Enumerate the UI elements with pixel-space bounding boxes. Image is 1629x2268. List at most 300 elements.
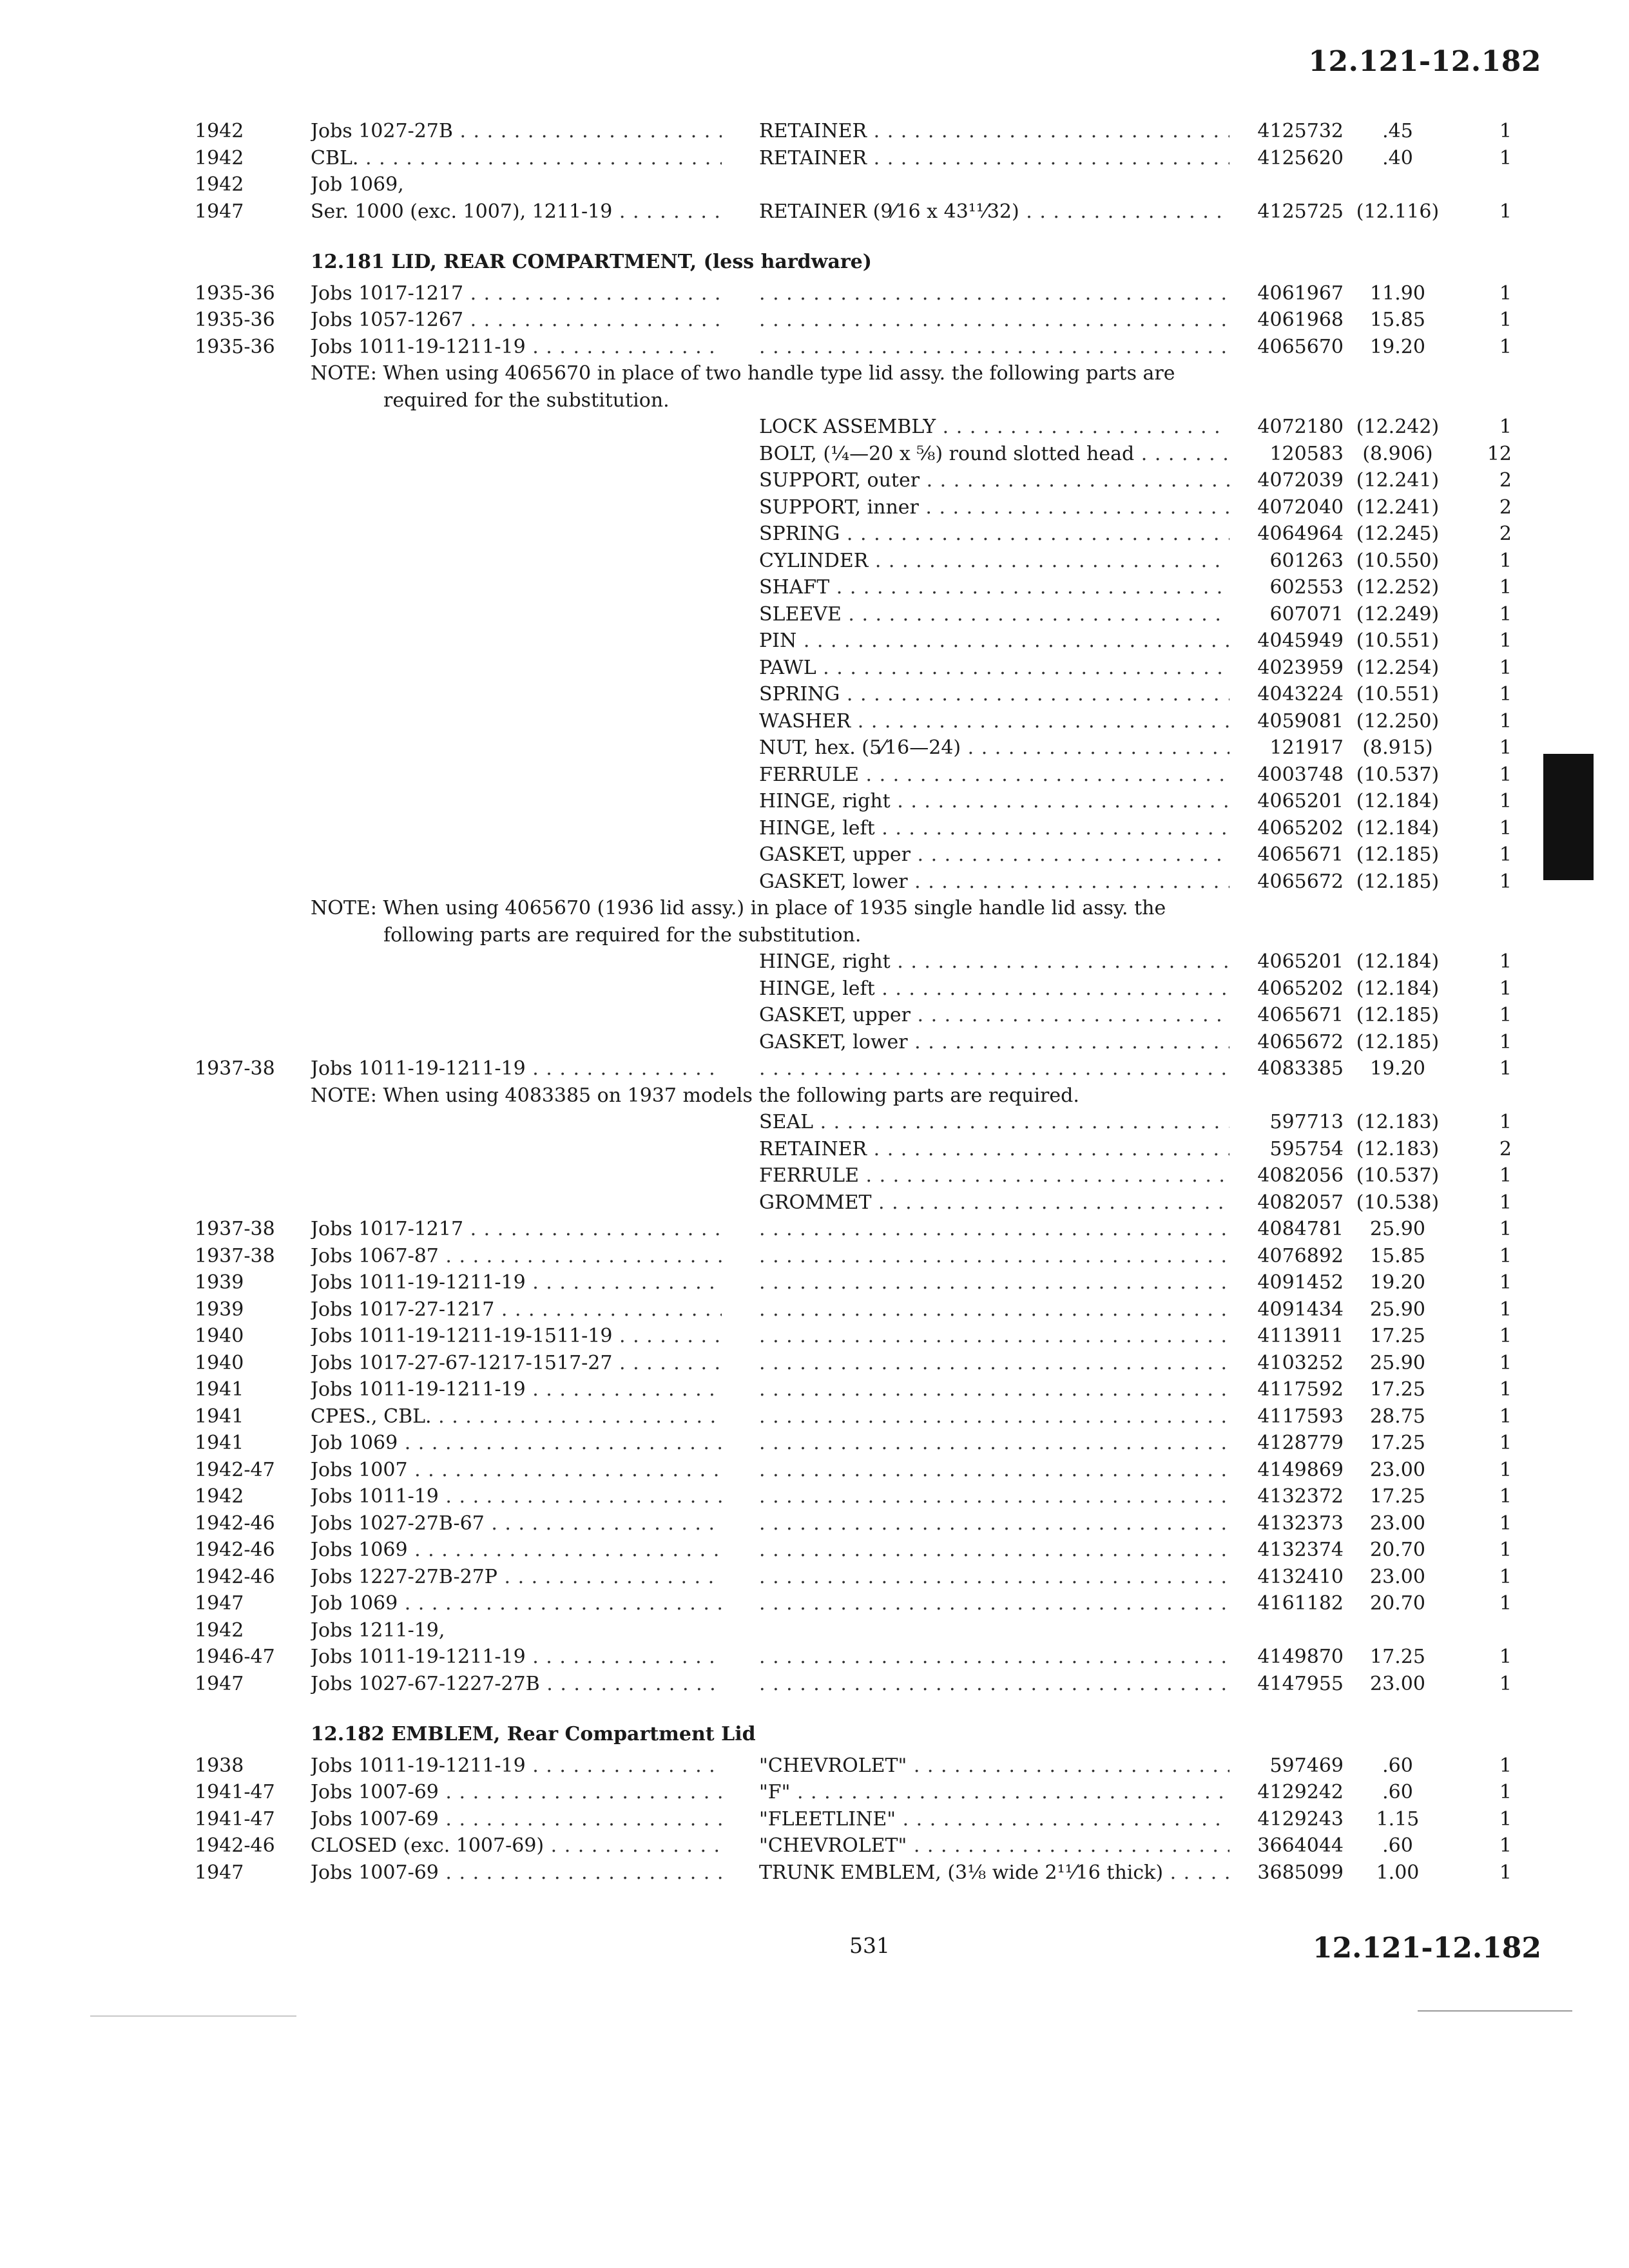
part-name-text: "CHEVROLET" (759, 1754, 907, 1777)
price-text: .40 (1382, 146, 1413, 169)
model-year-text: 1942-46 (195, 1539, 275, 1561)
part-number-text: 3664044 (1257, 1834, 1344, 1857)
quantity-text: 1 (1499, 335, 1512, 358)
quantity-text: 1 (1499, 1218, 1512, 1240)
part-number (1231, 467, 1344, 494)
part-number-text: 4113911 (1257, 1325, 1344, 1347)
quantity (1467, 118, 1512, 145)
note-line: NOTE: When using 4083385 on 1937 models the following parts are required. (311, 1084, 1079, 1107)
price-text: (12.254) (1356, 656, 1440, 679)
model-year-text: 1942-47 (195, 1458, 275, 1481)
job-description-text: Job 1069 (311, 1592, 398, 1615)
job-description (311, 1403, 722, 1430)
price-text: 23.00 (1370, 1565, 1425, 1588)
table-row (0, 735, 1629, 762)
part-number-text: 4147955 (1257, 1672, 1344, 1695)
job-description-text: Jobs 1011-19-1211-19-1511-19 (311, 1325, 613, 1347)
part-number (1231, 280, 1344, 307)
price-text: (12.184) (1356, 977, 1440, 1000)
table-row (0, 1644, 1629, 1671)
model-year-text: 1935-36 (195, 282, 275, 305)
price-text: 15.85 (1370, 1244, 1425, 1267)
part-name (759, 198, 1229, 226)
part-number-text: 4082057 (1257, 1191, 1344, 1214)
part-number-text: 4065671 (1257, 843, 1344, 866)
part-number-text: 595754 (1269, 1137, 1344, 1160)
model-year-text: 1939 (195, 1271, 244, 1294)
quantity-text: 1 (1499, 1378, 1512, 1401)
job-description (311, 171, 722, 198)
part-number-text: 4065670 (1257, 335, 1344, 358)
part-number (1231, 655, 1344, 682)
model-year (195, 1510, 304, 1537)
quantity (1467, 1644, 1512, 1671)
part-name (759, 841, 1229, 869)
price (1349, 414, 1446, 441)
price (1349, 1109, 1446, 1136)
table-row (0, 762, 1629, 789)
part-number (1231, 1002, 1344, 1029)
price (1349, 681, 1446, 708)
price (1349, 1671, 1446, 1698)
part-number-text: 4117593 (1257, 1405, 1344, 1428)
price (1349, 1483, 1446, 1510)
part-number-text: 4149870 (1257, 1646, 1344, 1668)
job-description (311, 1537, 722, 1564)
price-text: (12.249) (1356, 602, 1440, 626)
model-year (195, 307, 304, 334)
part-name-text: NUT, hex. (5⁄16—24) (759, 736, 961, 759)
part-number-text: 4149869 (1257, 1458, 1344, 1481)
price-text: 15.85 (1370, 309, 1425, 331)
quantity-text: 1 (1499, 120, 1512, 142)
price (1349, 1753, 1446, 1780)
model-year (195, 1564, 304, 1591)
part-number (1231, 1109, 1344, 1136)
price-text: 25.90 (1370, 1218, 1425, 1240)
part-name-text: LOCK ASSEMBLY (759, 416, 936, 438)
table-row (0, 681, 1629, 708)
part-number-text: 4091434 (1257, 1298, 1344, 1321)
part-number (1231, 628, 1344, 655)
price-text: (12.241) (1356, 469, 1440, 492)
part-number-text: 4125620 (1257, 146, 1344, 169)
job-description-text: CPES., CBL. (311, 1405, 432, 1428)
part-name-text: GASKET, upper (759, 1004, 911, 1026)
part-name (759, 1644, 1229, 1671)
table-row (0, 118, 1629, 145)
job-description-text: Jobs 1011-19-1211-19 (311, 1271, 526, 1294)
part-number (1231, 841, 1344, 869)
part-number (1231, 869, 1344, 896)
table-row (0, 334, 1629, 361)
quantity (1467, 601, 1512, 628)
part-name (759, 1806, 1229, 1833)
part-name (759, 975, 1229, 1003)
part-name (759, 628, 1229, 655)
quantity-text: 1 (1499, 950, 1512, 973)
part-name (759, 1590, 1229, 1617)
price (1349, 1564, 1446, 1591)
quantity-text: 1 (1499, 1432, 1512, 1454)
job-description-text: CBL. (311, 146, 359, 169)
table-row (0, 1832, 1629, 1860)
quantity-text: 1 (1499, 416, 1512, 438)
price (1349, 1403, 1446, 1430)
part-number (1231, 1269, 1344, 1296)
part-name (759, 494, 1229, 521)
quantity (1467, 1860, 1512, 1887)
quantity-text: 1 (1499, 629, 1512, 652)
quantity-text: 1 (1499, 790, 1512, 812)
job-description-text: Jobs 1027-27B (311, 120, 453, 142)
job-description (311, 1430, 722, 1457)
price-text: 20.70 (1370, 1592, 1425, 1615)
quantity-text: 2 (1499, 495, 1512, 519)
job-description (311, 1457, 722, 1484)
table-row (0, 494, 1629, 521)
quantity-text: 2 (1499, 523, 1512, 545)
part-number-text: 4059081 (1257, 709, 1344, 733)
model-year (195, 1376, 304, 1403)
model-year (195, 1457, 304, 1484)
part-name-text: GASKET, upper (759, 843, 911, 866)
price (1349, 788, 1446, 815)
price (1349, 441, 1446, 468)
price (1349, 1537, 1446, 1564)
job-description-text: Jobs 1069 (311, 1539, 408, 1561)
note (311, 360, 1239, 414)
note (311, 1082, 1239, 1110)
table-row (0, 1055, 1629, 1082)
quantity-text: 2 (1499, 469, 1512, 492)
quantity-text: 1 (1499, 282, 1512, 305)
part-number (1231, 681, 1344, 708)
table-row (0, 171, 1629, 198)
part-name-text: RETAINER (759, 120, 867, 142)
quantity (1467, 1753, 1512, 1780)
quantity-text: 1 (1499, 736, 1512, 759)
part-name-text: PIN (759, 629, 797, 652)
quantity-text: 1 (1499, 870, 1512, 893)
quantity-text: 1 (1499, 1325, 1512, 1347)
table-row (0, 198, 1629, 226)
part-number-text: 4065201 (1257, 950, 1344, 973)
part-number (1231, 1644, 1344, 1671)
part-name (759, 467, 1229, 494)
price (1349, 521, 1446, 548)
part-name (759, 1269, 1229, 1296)
part-number (1231, 1243, 1344, 1270)
part-number-text: 4065671 (1257, 1004, 1344, 1026)
price-text: 28.75 (1370, 1405, 1425, 1428)
part-name (759, 574, 1229, 601)
part-number (1231, 145, 1344, 172)
part-name (759, 1753, 1229, 1780)
table-row (0, 1753, 1629, 1780)
price-text: (8.906) (1362, 442, 1433, 465)
part-name (759, 118, 1229, 145)
table-row (0, 1350, 1629, 1377)
part-name (759, 762, 1229, 789)
part-number-text: 4023959 (1257, 656, 1344, 679)
part-number (1231, 1860, 1344, 1887)
quantity (1467, 494, 1512, 521)
price-text: 11.90 (1370, 282, 1425, 305)
quantity-text: 1 (1499, 309, 1512, 331)
part-number (1231, 975, 1344, 1003)
quantity (1467, 841, 1512, 869)
price (1349, 1243, 1446, 1270)
part-name-text: SHAFT (759, 576, 830, 599)
price (1349, 1832, 1446, 1860)
part-number (1231, 601, 1344, 628)
job-description (311, 307, 722, 334)
price (1349, 1779, 1446, 1806)
part-name (759, 1243, 1229, 1270)
part-name-text: FERRULE (759, 1164, 859, 1187)
price-text: 23.00 (1370, 1458, 1425, 1481)
job-description (311, 1753, 722, 1780)
table-row (0, 628, 1629, 655)
price (1349, 334, 1446, 361)
part-number (1231, 948, 1344, 975)
part-number (1231, 1753, 1344, 1780)
model-year (195, 1296, 304, 1323)
part-number (1231, 521, 1344, 548)
part-name (759, 1832, 1229, 1860)
model-year-text: 1941 (195, 1432, 244, 1454)
quantity-text: 1 (1499, 576, 1512, 599)
price-text: 17.25 (1370, 1646, 1425, 1668)
job-description (311, 1216, 722, 1243)
price (1349, 1457, 1446, 1484)
price-text: .60 (1382, 1781, 1413, 1803)
job-description-text: Jobs 1007-69 (311, 1807, 439, 1831)
model-year (195, 171, 304, 198)
price (1349, 1806, 1446, 1833)
part-name (759, 948, 1229, 975)
part-number-text: 4061968 (1257, 309, 1344, 331)
quantity (1467, 1162, 1512, 1189)
part-number (1231, 1162, 1344, 1189)
price (1349, 1590, 1446, 1617)
quantity-text: 1 (1499, 1111, 1512, 1133)
quantity-text: 1 (1499, 602, 1512, 626)
part-name (759, 1162, 1229, 1189)
part-name (759, 1779, 1229, 1806)
job-description (311, 1296, 722, 1323)
price (1349, 1296, 1446, 1323)
note-line: NOTE: When using 4065670 in place of two handle type lid assy. the following parts are (311, 362, 1175, 385)
quantity-text: 1 (1499, 1672, 1512, 1695)
part-number-text: 4132373 (1257, 1512, 1344, 1535)
part-number-text: 4129242 (1257, 1781, 1344, 1803)
price-text: 17.25 (1370, 1378, 1425, 1401)
price-text: (10.551) (1356, 629, 1440, 652)
part-number (1231, 574, 1344, 601)
table-row (0, 1510, 1629, 1537)
note (311, 895, 1239, 949)
part-name (759, 1537, 1229, 1564)
model-year-text: 1937-38 (195, 1057, 275, 1080)
part-name (759, 869, 1229, 896)
part-number-text: 597469 (1269, 1754, 1344, 1777)
job-description (311, 1323, 722, 1350)
price-text: (12.242) (1356, 416, 1440, 438)
price (1349, 735, 1446, 762)
table-row (0, 708, 1629, 735)
quantity (1467, 1779, 1512, 1806)
price (1349, 1029, 1446, 1056)
quantity-text: 1 (1499, 200, 1512, 223)
part-name (759, 1216, 1229, 1243)
table-row (0, 655, 1629, 682)
part-number (1231, 1216, 1344, 1243)
job-description-text: Jobs 1017-1217 (311, 282, 464, 305)
price-text: 23.00 (1370, 1512, 1425, 1535)
job-description (311, 198, 722, 226)
part-number (1231, 1537, 1344, 1564)
quantity (1467, 1269, 1512, 1296)
quantity (1467, 1510, 1512, 1537)
price (1349, 1269, 1446, 1296)
part-name-text: HINGE, right (759, 950, 891, 973)
job-description (311, 1055, 722, 1082)
quantity (1467, 1296, 1512, 1323)
quantity-text: 1 (1499, 1271, 1512, 1294)
part-number-text: 4076892 (1257, 1244, 1344, 1267)
price-text: 20.70 (1370, 1539, 1425, 1561)
job-description-text: CLOSED (exc. 1007-69) (311, 1834, 545, 1857)
part-name (759, 1296, 1229, 1323)
part-name (759, 1457, 1229, 1484)
table-row (0, 1189, 1629, 1216)
table-row (0, 1029, 1629, 1056)
part-name (759, 1564, 1229, 1591)
part-name-text: PAWL (759, 656, 816, 679)
job-description-text: Jobs 1011-19-1211-19 (311, 1646, 526, 1668)
table-row (0, 1430, 1629, 1457)
part-number-text: 4132374 (1257, 1539, 1344, 1561)
part-number (1231, 1590, 1344, 1617)
part-number-text: 601263 (1269, 549, 1344, 572)
part-number (1231, 762, 1344, 789)
quantity (1467, 1189, 1512, 1216)
job-description-text: Jobs 1017-27-67-1217-1517-27 (311, 1351, 613, 1374)
price (1349, 762, 1446, 789)
model-year-text: 1946-47 (195, 1646, 275, 1668)
job-description-text: Jobs 1011-19-1211-19 (311, 1378, 526, 1401)
part-number (1231, 548, 1344, 575)
quantity (1467, 1671, 1512, 1698)
part-number (1231, 334, 1344, 361)
part-number-text: 597713 (1269, 1111, 1344, 1133)
part-name-text: "CHEVROLET" (759, 1834, 907, 1857)
part-name (759, 548, 1229, 575)
part-name (759, 414, 1229, 441)
quantity (1467, 1350, 1512, 1377)
quantity (1467, 280, 1512, 307)
price (1349, 1350, 1446, 1377)
price (1349, 118, 1446, 145)
quantity (1467, 815, 1512, 842)
price-text: (12.185) (1356, 870, 1440, 893)
price (1349, 280, 1446, 307)
quantity-text: 1 (1499, 1834, 1512, 1857)
price-text: 19.20 (1370, 335, 1425, 358)
table-row (0, 1376, 1629, 1403)
quantity-text: 1 (1499, 763, 1512, 786)
job-description (311, 1671, 722, 1698)
part-name-text: RETAINER (759, 1137, 867, 1160)
model-year (195, 145, 304, 172)
job-description (311, 280, 722, 307)
quantity (1467, 681, 1512, 708)
job-description (311, 1590, 722, 1617)
page-number: 531 (849, 1933, 890, 1958)
model-year-text: 1942 (195, 1485, 244, 1508)
quantity (1467, 975, 1512, 1003)
table-row (0, 548, 1629, 575)
price (1349, 1510, 1446, 1537)
part-number-text: 4045949 (1257, 629, 1344, 652)
part-number (1231, 815, 1344, 842)
part-name (759, 145, 1229, 172)
quantity-text: 1 (1499, 1754, 1512, 1777)
model-year (195, 1403, 304, 1430)
job-description (311, 334, 722, 361)
quantity-text: 1 (1499, 1485, 1512, 1508)
model-year (195, 1243, 304, 1270)
part-name-text: HINGE, right (759, 790, 891, 812)
part-number-text: 4132372 (1257, 1485, 1344, 1508)
part-name-text: RETAINER (759, 146, 867, 169)
quantity-text: 1 (1499, 1191, 1512, 1214)
price (1349, 1323, 1446, 1350)
model-year (195, 1483, 304, 1510)
job-description (311, 1644, 722, 1671)
model-year (195, 118, 304, 145)
quantity (1467, 548, 1512, 575)
table-row (0, 601, 1629, 628)
quantity (1467, 307, 1512, 334)
quantity (1467, 1564, 1512, 1591)
table-row (0, 1136, 1629, 1163)
part-name (759, 441, 1229, 468)
model-year (195, 1350, 304, 1377)
table-row (0, 1216, 1629, 1243)
price (1349, 574, 1446, 601)
note-line-continued: following parts are required for the substitution. (383, 924, 862, 947)
quantity (1467, 467, 1512, 494)
price (1349, 1162, 1446, 1189)
job-description (311, 145, 722, 172)
price-text: (10.537) (1356, 1164, 1440, 1187)
price-text: (12.241) (1356, 495, 1440, 519)
part-name-text: WASHER (759, 709, 851, 733)
part-number (1231, 1376, 1344, 1403)
part-name (759, 815, 1229, 842)
model-year-text: 1947 (195, 200, 244, 223)
part-name (759, 1136, 1229, 1163)
quantity-text: 12 (1487, 442, 1512, 465)
job-description (311, 1483, 722, 1510)
model-year (195, 1323, 304, 1350)
price (1349, 628, 1446, 655)
part-number (1231, 1055, 1344, 1082)
model-year-text: 1942 (195, 120, 244, 142)
